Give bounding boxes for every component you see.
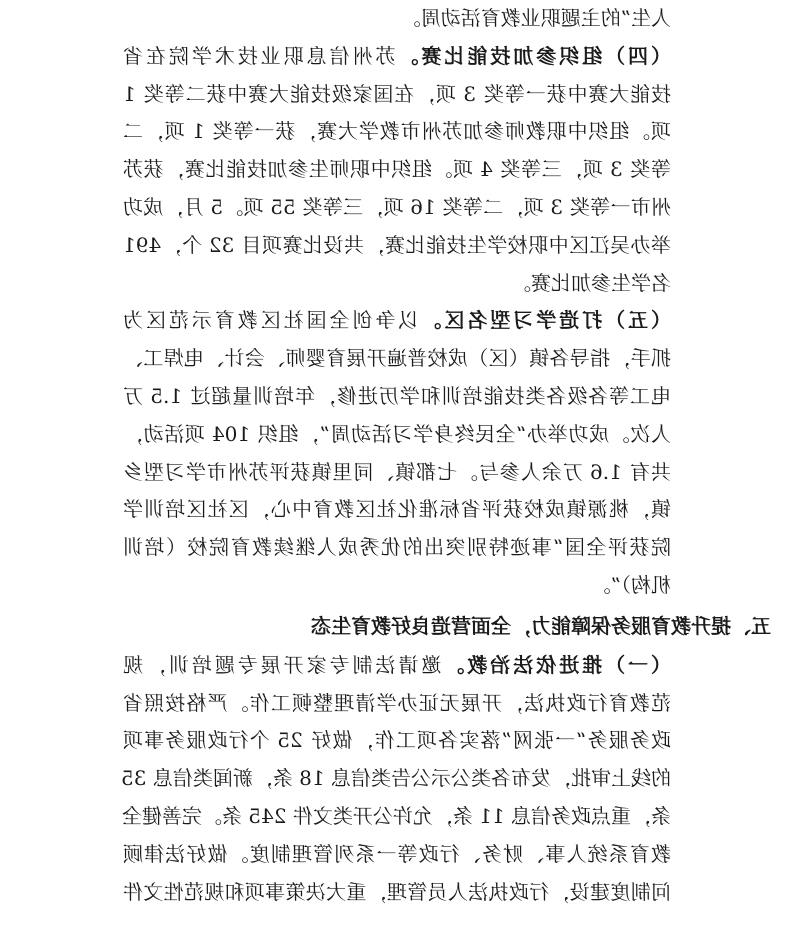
- text-line: [123, 151, 671, 189]
- text-line: [123, 685, 671, 723]
- line-text: 技能大赛中获一等奖 3 项，在国家级技能大赛中获二等奖 1: [123, 81, 671, 106]
- text-line: [123, 76, 671, 114]
- text-line: [123, 265, 671, 303]
- line-text: 州市一等奖 3 项，二等奖 16 项，三等奖 55 项。5 月，成功: [123, 194, 671, 219]
- document-body: [121, 0, 771, 911]
- subsection-heading: （四）组织参加技能比赛。: [395, 43, 671, 68]
- text-line: [123, 529, 671, 567]
- line-text: 苏州信息职业技术学院在省: [122, 43, 396, 68]
- text-line: [123, 760, 671, 798]
- subsection-heading: （一）推进依法治教。: [441, 652, 671, 677]
- text-line: [123, 836, 671, 874]
- line-text: 问制度建设，行政执法人员管理，重大决策事项和规范性文件: [123, 879, 671, 904]
- line-text: 电工等各级各类技能培训和学历进修，年培训量超过 1.5 万: [123, 383, 671, 408]
- line-text: 院获评全国“事迹特别突出的优秀成人继续教育院校（培训: [123, 535, 671, 560]
- text-line: [123, 491, 671, 529]
- line-text: 镇，桃源镇成校获评省标准化社区教育中心，区社区培训学: [123, 497, 671, 522]
- line-text: 共有 1.6 万余人参与。七都镇、同里镇获评苏州市学习型乡: [123, 459, 671, 484]
- text-line: [123, 798, 671, 836]
- line-text: 人生”的主题职业教育活动周。: [400, 6, 671, 30]
- text-line: [123, 647, 671, 685]
- text-line: [123, 0, 671, 38]
- text-line: [123, 340, 671, 378]
- line-text: 项。组织中职教师参加苏州市教学大赛，获一等奖 1 项，二: [123, 119, 671, 144]
- line-text: 名学生参加比赛。: [511, 270, 671, 295]
- text-line: [123, 189, 671, 227]
- text-line: [123, 454, 671, 492]
- line-text: 的线上审批，发布各类公示公告类信息 18 条，新闻类信息 35: [121, 766, 671, 791]
- line-text: 机构）”。: [590, 572, 671, 597]
- text-line: [123, 113, 671, 151]
- line-text: 教育系统人事、财务、行政等一系列管理制度。做好法律顾: [123, 841, 671, 866]
- line-text: 邀请法制专家开展专题培训，规: [122, 652, 442, 677]
- line-text: 政务服务“一张网”落实各项工作，做好 25 个行政服务事项: [123, 728, 671, 753]
- text-line: [123, 874, 671, 912]
- subsection-heading: （五）打造学习型名区。: [418, 308, 671, 333]
- section-heading-line: [123, 605, 771, 647]
- line-text: 抓手，指导各镇（区）成校普遍开展育婴师、会计、电焊工、: [123, 346, 671, 371]
- line-text: 以争创全国社区教育示范区为: [122, 308, 419, 333]
- text-line: [123, 722, 671, 760]
- text-line: [123, 378, 671, 416]
- text-line: [123, 567, 671, 605]
- text-line: [123, 227, 671, 265]
- section-heading: 五、提升教育服务保障能力，全面营造良好教育生态: [311, 613, 771, 638]
- text-line: [123, 416, 671, 454]
- line-text: 范教育行政执法，开展无证办学清理整顿工作。严格按照省: [123, 690, 671, 715]
- text-line: [123, 302, 671, 340]
- line-text: 举办吴江区中职校学生技能比赛，共设比赛项目 32 个，491: [123, 232, 671, 257]
- line-text: 条，重点政务信息 11 条，允许公开类文件 245 条。完善健全: [121, 803, 671, 828]
- text-line: [123, 38, 671, 76]
- line-text: 等奖 3 项，三等奖 4 项。组织中职师生参加技能比赛，获苏: [123, 157, 671, 182]
- line-text: 人次。成功举办“全民终身学习活动周”，组织 104 项活动，: [123, 421, 671, 446]
